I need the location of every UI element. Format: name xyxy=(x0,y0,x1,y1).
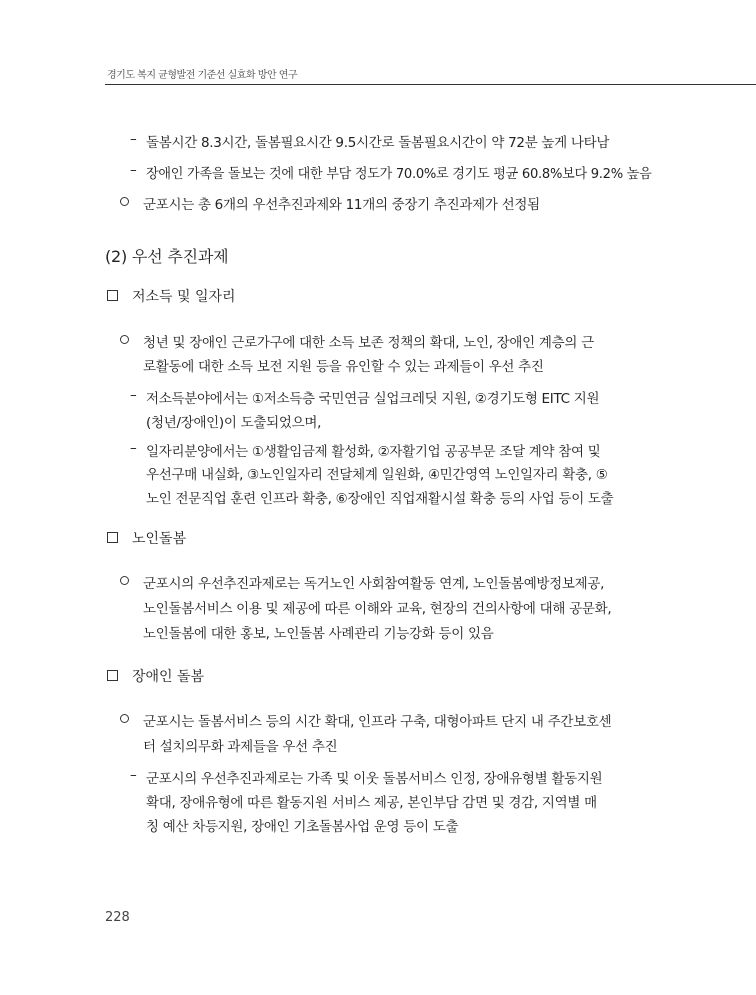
subheading-disabled-care: 장애인 돌봄 xyxy=(132,669,205,685)
section-title: (2) 우선 추진과제 xyxy=(105,247,229,266)
page-number: 228 xyxy=(105,910,130,925)
text-line: 저소득분야에서는 ①저소득층 국민연금 실업크레딧 지원, ②경기도형 EITC 지원 xyxy=(146,391,600,407)
running-header: 경기도 복지 균형발전 기준선 실효화 방안 연구 xyxy=(107,70,298,81)
square-bullet xyxy=(107,670,118,681)
circle-bullet xyxy=(120,197,129,206)
text-line: 우선구매 내실화, ③노인일자리 전달체계 일원화, ④민간영역 노인일자리 확충, ⑤ xyxy=(146,467,608,483)
dash-bullet: – xyxy=(130,440,137,456)
text-line: 돌봄시간 8.3시간, 돌봄필요시간 9.5시간로 돌봄필요시간이 약 72분 높게 나타남 xyxy=(146,135,610,151)
text-line: 장애인 가족을 돌보는 것에 대한 부담 정도가 70.0%로 경기도 평균 60.8%보다 9.2% 높음 xyxy=(146,166,652,182)
text-line: 노인 전문직업 훈련 인프라 확충, ⑥장애인 직업재활시설 확충 등의 사업 등이 도출 xyxy=(146,491,614,507)
text-line: 청년 및 장애인 근로가구에 대한 소득 보존 정책의 확대, 노인, 장애인 계층의 근 xyxy=(143,335,594,351)
text-line: 노인돌봄에 대한 홍보, 노인돌봄 사례관리 기능강화 등이 있음 xyxy=(143,626,494,642)
text-line: 노인돌봄서비스 이용 및 제공에 따른 이해와 교육, 현장의 건의사항에 대해 공문화, xyxy=(143,601,612,617)
dash-bullet: – xyxy=(130,387,137,403)
dash-bullet: – xyxy=(130,131,137,147)
circle-bullet xyxy=(120,714,129,723)
text-line: 군포시의 우선추진과제로는 독거노인 사회참여활동 연계, 노인돌봄예방정보제공, xyxy=(143,576,605,592)
text-line: 일자리분양에서는 ①생활임금제 활성화, ②자활기업 공공부문 조달 계약 참여 및 xyxy=(146,444,601,460)
text-line: 군포시의 우선추진과제로는 가족 및 이웃 돌봄서비스 인정, 장애유형별 활동지원 xyxy=(146,771,603,787)
text-line: 로활동에 대한 소득 보전 지원 등을 유인할 수 있는 과제들이 우선 추진 xyxy=(143,359,544,375)
text-line: 확대, 장애유형에 따른 활동지원 서비스 제공, 본인부담 감면 및 경감, 지역별 매 xyxy=(146,795,597,811)
dash-bullet: – xyxy=(130,767,137,783)
text-line: 군포시는 돌봄서비스 등의 시간 확대, 인프라 구축, 대형아파트 단지 내 주간보호센 xyxy=(143,714,612,730)
circle-bullet xyxy=(120,576,129,585)
circle-bullet xyxy=(120,335,129,344)
square-bullet xyxy=(107,532,118,543)
text-line: (청년/장애인)이 도출되었으며, xyxy=(146,415,322,431)
text-line: 칭 예산 차등지원, 장애인 기초돌봄사업 운영 등이 도출 xyxy=(146,819,459,835)
dash-bullet: – xyxy=(130,162,137,178)
text-line: 터 설치의무화 과제들을 우선 추진 xyxy=(143,739,338,755)
subheading-elderly-care: 노인돌봄 xyxy=(132,531,187,547)
square-bullet xyxy=(107,290,118,301)
text-line: 군포시는 총 6개의 우선추진과제와 11개의 중장기 추진과제가 선정됨 xyxy=(143,197,540,213)
subheading-low-income-jobs: 저소득 및 일자리 xyxy=(132,289,236,305)
header-rule xyxy=(105,84,756,85)
